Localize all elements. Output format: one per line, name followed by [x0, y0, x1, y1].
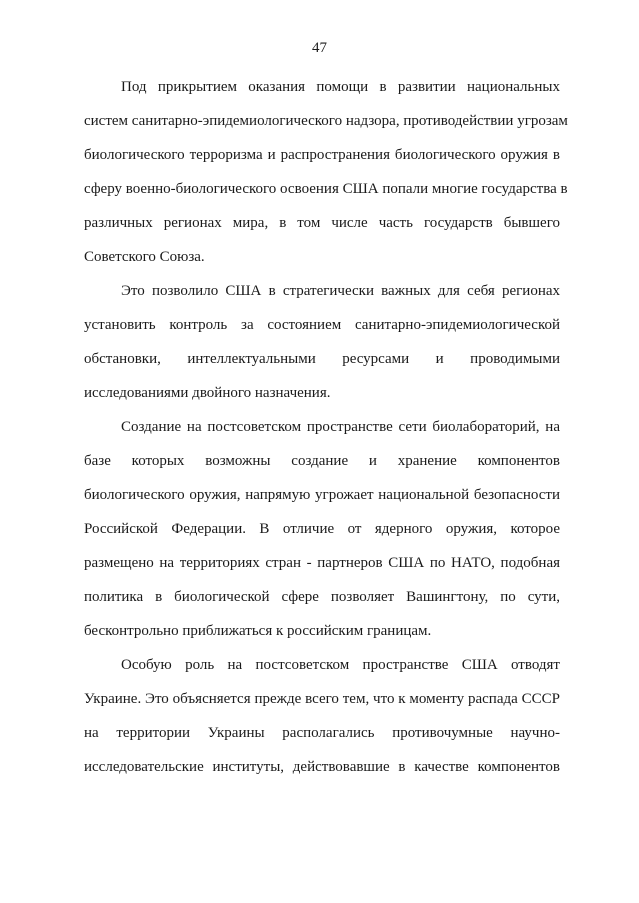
text-line: исследовательские институты, действовавшие в качестве компонентов [84, 759, 560, 775]
text-line: биологического оружия, напрямую угрожает национальной безопасности [84, 487, 560, 503]
text-line: систем санитарно-эпидемиологического надзора, противодействии угрозам [84, 113, 568, 129]
text-line: различных регионах мира, в том числе часть государств бывшего [84, 215, 560, 231]
text-line: сферу военно-биологического освоения США попали многие государства в [84, 181, 568, 197]
text-line: Под прикрытием оказания помощи в развитии национальных [121, 79, 560, 95]
text-line: Украине. Это объясняется прежде всего тем, что к моменту распада СССР [84, 691, 560, 707]
text-line: Российской Федерации. В отличие от ядерного оружия, которое [84, 521, 560, 537]
text-line: базе которых возможны создание и хранение компонентов [84, 453, 560, 469]
page-number: 47 [312, 40, 327, 56]
text-line: биологического терроризма и распространения биологического оружия в [84, 147, 560, 163]
text-line: Советского Союза. [84, 249, 205, 265]
text-line: Особую роль на постсоветском пространстве США отводят [121, 657, 560, 673]
text-line: размещено на территориях стран - партнеров США по НАТО, подобная [84, 555, 560, 571]
text-line: бесконтрольно приближаться к российским границам. [84, 623, 432, 639]
text-line: установить контроль за состоянием санитарно-эпидемиологической [84, 317, 560, 333]
text-line: обстановки, интеллектуальными ресурсами и проводимыми [84, 351, 560, 367]
document-body [84, 70, 568, 784]
text-line: политика в биологической сфере позволяет Вашингтону, по сути, [84, 589, 560, 605]
text-line: на территории Украины располагались противочумные научно- [84, 725, 560, 741]
text-line: Это позволило США в стратегически важных для себя регионах [121, 283, 560, 299]
text-line: Создание на постсоветском пространстве сети биолабораторий, на [121, 419, 560, 435]
text-line: исследованиями двойного назначения. [84, 385, 331, 401]
